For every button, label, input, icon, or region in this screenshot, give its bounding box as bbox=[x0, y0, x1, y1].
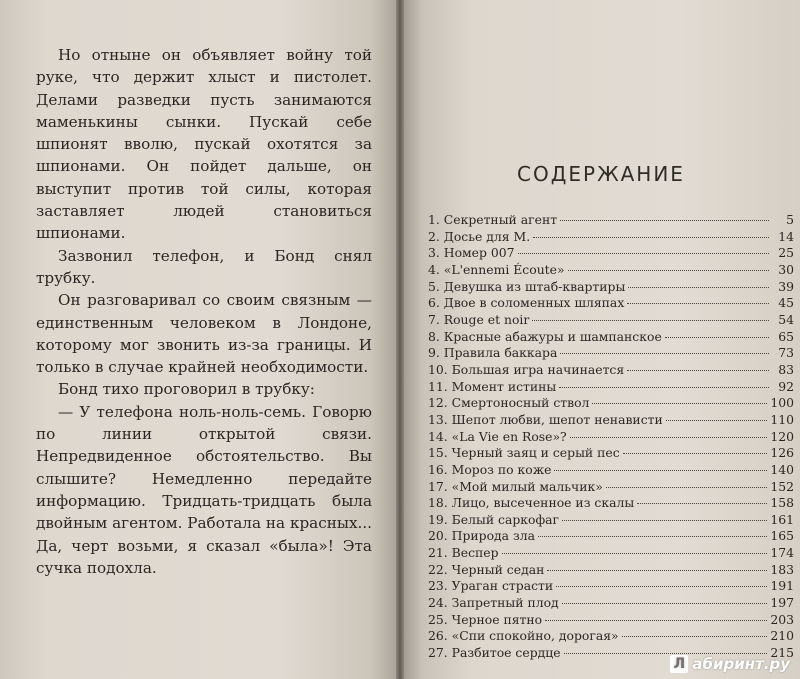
toc-dot-leader bbox=[532, 320, 769, 321]
toc-dot-leader bbox=[564, 653, 768, 654]
toc-entry bbox=[428, 212, 794, 229]
toc-entry-title: 24. Запретный плод bbox=[428, 595, 559, 611]
toc-dot-leader bbox=[560, 220, 769, 221]
toc-entry-title: 10. Большая игра начинается bbox=[428, 361, 625, 377]
toc-entry-page: 120 bbox=[770, 428, 794, 444]
toc-dot-leader bbox=[665, 337, 769, 338]
toc-entry bbox=[428, 295, 794, 312]
toc-entry bbox=[428, 312, 794, 329]
toc-entry bbox=[428, 512, 794, 529]
toc-entry-title: 21. Веспер bbox=[428, 545, 499, 561]
toc-entry bbox=[428, 279, 794, 296]
toc-entry bbox=[428, 412, 794, 429]
toc-entry-title: 19. Белый саркофаг bbox=[428, 511, 560, 527]
toc-entry-page: 165 bbox=[770, 528, 794, 544]
toc-entry bbox=[428, 462, 794, 479]
toc-entry-page: 100 bbox=[770, 395, 794, 411]
toc-dot-leader bbox=[628, 287, 769, 288]
toc-entry-page: 30 bbox=[778, 261, 794, 277]
toc-entry bbox=[428, 495, 794, 512]
toc-entry-page: 110 bbox=[770, 411, 794, 427]
toc-dot-leader bbox=[562, 603, 768, 604]
toc-entry-page: 14 bbox=[778, 228, 794, 244]
toc-entry-page: 161 bbox=[770, 511, 794, 527]
toc-entry bbox=[428, 545, 794, 562]
toc-entry-page: 92 bbox=[778, 378, 794, 394]
toc-entry-title: 18. Лицо, высеченное из скалы bbox=[428, 495, 635, 511]
toc-entry-title: 8. Красные абажуры и шампанское bbox=[428, 328, 662, 344]
toc-entry-title: 15. Черный заяц и серый пес bbox=[428, 445, 620, 461]
toc-entry-title: 11. Момент истины bbox=[428, 378, 557, 394]
toc-entry bbox=[428, 395, 794, 412]
toc-entry-page: 174 bbox=[770, 545, 794, 561]
toc-dot-leader bbox=[568, 270, 769, 271]
toc-entry-page: 203 bbox=[770, 611, 794, 627]
toc-entry bbox=[428, 445, 794, 462]
toc-entry-page: 140 bbox=[770, 461, 794, 477]
toc-dot-leader bbox=[547, 570, 767, 571]
toc-entry-page: 73 bbox=[778, 345, 794, 361]
toc-entry bbox=[428, 362, 794, 379]
toc-entry-title: 9. Правила баккара bbox=[428, 345, 558, 361]
toc-entry-page: 152 bbox=[770, 478, 794, 494]
toc-entry-page: 65 bbox=[778, 328, 794, 344]
toc-entry-title: 23. Ураган страсти bbox=[428, 578, 554, 594]
toc-dot-leader bbox=[518, 253, 769, 254]
toc-entry-title: 6. Двое в соломенных шляпах bbox=[428, 295, 625, 311]
toc-dot-leader bbox=[570, 437, 768, 438]
toc-entry-title: 25. Черное пятно bbox=[428, 611, 543, 627]
book-gutter bbox=[396, 0, 404, 679]
toc-entry bbox=[428, 562, 794, 579]
toc-dot-leader bbox=[560, 353, 769, 354]
toc-entry-title: 14. «La Vie en Rose»? bbox=[428, 428, 567, 444]
toc-entry bbox=[428, 528, 794, 545]
toc-dot-leader bbox=[559, 387, 769, 388]
toc-entry-page: 25 bbox=[778, 245, 794, 261]
toc-dot-leader bbox=[627, 303, 769, 304]
toc-dot-leader bbox=[666, 420, 768, 421]
toc-entry-title: 4. «L'ennemi Écoute» bbox=[428, 261, 565, 277]
toc-dot-leader bbox=[637, 503, 767, 504]
toc-entry-title: 13. Шепот любви, шепот ненависти bbox=[428, 411, 663, 427]
toc-entry-title: 7. Rouge et noir bbox=[428, 311, 530, 327]
toc-entry bbox=[428, 479, 794, 496]
paragraph: Бонд тихо проговорил в трубку: bbox=[58, 380, 315, 399]
toc-dot-leader bbox=[533, 237, 769, 238]
toc-entry-title: 27. Разбитое сердце bbox=[428, 645, 561, 661]
toc-dot-leader bbox=[556, 586, 767, 587]
toc-entry-page: 39 bbox=[778, 278, 794, 294]
left-page-text bbox=[36, 44, 372, 579]
toc-dot-leader bbox=[562, 520, 767, 521]
toc-entry bbox=[428, 262, 794, 279]
paragraph: Но отныне он объявляет войну той руке, что держит хлыст и пистолет. Делами разведки пусть занимаются маменькины сынки. Пускай себе шпионят вволю, пускай охотятся за шпионами. Он пойдет дальше, он выступит против той силы, которая заставляет людей становиться шпионами. bbox=[36, 46, 372, 243]
labirint-logo-icon: Л bbox=[670, 655, 688, 673]
toc-dot-leader bbox=[538, 536, 767, 537]
toc-entry-title: 26. «Спи спокойно, дорогая» bbox=[428, 628, 619, 644]
toc-entry bbox=[428, 329, 794, 346]
toc-dot-leader bbox=[627, 370, 769, 371]
toc-entry-title: 12. Смертоносный ствол bbox=[428, 395, 590, 411]
toc-entry bbox=[428, 229, 794, 246]
toc-entry-page: 210 bbox=[770, 628, 794, 644]
toc-dot-leader bbox=[606, 487, 768, 488]
toc-entry-page: 215 bbox=[770, 645, 794, 661]
toc-entry-page: 83 bbox=[778, 361, 794, 377]
watermark-text: абиринт.ру bbox=[692, 655, 790, 673]
toc-entry-title: 20. Природа зла bbox=[428, 528, 536, 544]
toc-entry-page: 5 bbox=[786, 212, 794, 227]
toc-entry-page: 54 bbox=[778, 311, 794, 327]
toc-entry bbox=[428, 245, 794, 262]
paragraph: Зазвонил телефон, и Бонд снял трубку. bbox=[36, 246, 372, 287]
toc-entry-title: 17. «Мой милый мальчик» bbox=[428, 478, 603, 494]
toc-entry-title: 16. Мороз по коже bbox=[428, 461, 552, 477]
toc-dot-leader bbox=[623, 453, 768, 454]
toc-entry bbox=[428, 628, 794, 645]
paragraph: Он разговаривал со своим связным — единственным человеком в Лондоне, которому мог звонить из-за границы. И только в случае крайней необходимости. bbox=[36, 291, 372, 377]
toc-entry-page: 45 bbox=[778, 295, 794, 311]
toc-dot-leader bbox=[502, 553, 768, 554]
toc-entry-page: 197 bbox=[770, 595, 794, 611]
toc-dot-leader bbox=[545, 620, 767, 621]
toc-dot-leader bbox=[622, 636, 768, 637]
toc-entry bbox=[428, 345, 794, 362]
toc-entry-title: 22. Черный седан bbox=[428, 561, 545, 577]
paragraph: — У телефона ноль-ноль-семь. Говорю по линии открытой связи. Непредвиденное обстоятельство. Вы слышите? Немедленно передайте информацию. Тридцать-тридцать была двойным агентом. Работала на красных... Да, черт возьми, я сказал «была»! Эта сучка подохла. bbox=[36, 402, 372, 577]
toc-entry bbox=[428, 595, 794, 612]
table-of-contents bbox=[428, 212, 794, 662]
toc-dot-leader bbox=[554, 470, 767, 471]
toc-entry bbox=[428, 612, 794, 629]
toc-entry-page: 191 bbox=[770, 578, 794, 594]
toc-entry-title: 5. Девушка из штаб-квартиры bbox=[428, 278, 626, 294]
toc-entry bbox=[428, 379, 794, 396]
toc-entry-title: 1. Секретный агент bbox=[428, 212, 558, 227]
toc-entry bbox=[428, 429, 794, 446]
toc-entry-page: 183 bbox=[770, 561, 794, 577]
toc-dot-leader bbox=[592, 403, 767, 404]
toc-heading: СОДЕРЖАНИЕ bbox=[517, 162, 685, 186]
toc-entry-page: 126 bbox=[770, 445, 794, 461]
toc-entry-page: 158 bbox=[770, 495, 794, 511]
watermark bbox=[670, 655, 790, 673]
toc-entry-title: 2. Досье для М. bbox=[428, 228, 531, 244]
toc-entry bbox=[428, 578, 794, 595]
toc-entry-title: 3. Номер 007 bbox=[428, 245, 515, 261]
